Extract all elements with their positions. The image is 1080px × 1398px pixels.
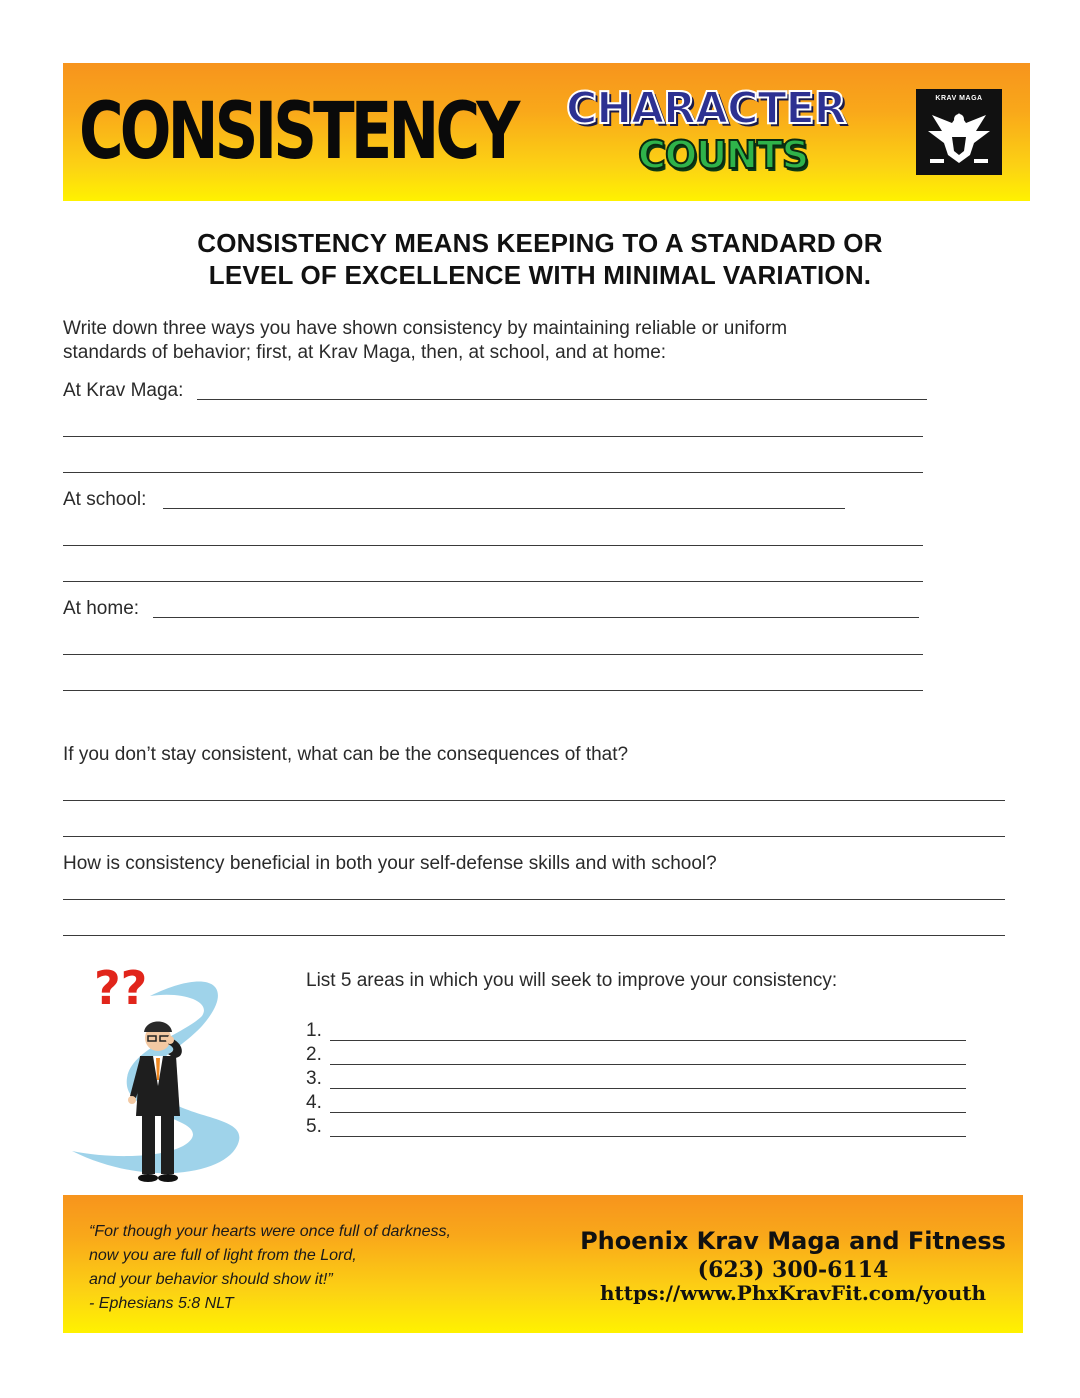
list-number: 4. <box>306 1092 322 1113</box>
quote-line2: now you are full of light from the Lord, <box>89 1247 357 1264</box>
character-counts-top: CHARACTER <box>566 83 846 134</box>
answer-line[interactable] <box>63 545 923 546</box>
answer-line-school[interactable] <box>163 508 845 509</box>
quote-citation: - Ephesians 5:8 NLT <box>89 1295 234 1312</box>
org-name: Phoenix Krav Maga and Fitness <box>580 1227 1006 1255</box>
website-link[interactable]: https://www.PhxKravFit.com/youth <box>599 1281 987 1305</box>
prompt-home: At home: <box>63 598 140 619</box>
quote-line3: and your behavior should show it!” <box>89 1271 333 1288</box>
list-number: 5. <box>306 1116 322 1137</box>
list-answer-line[interactable] <box>330 1040 966 1041</box>
logo-text: KRAV MAGA <box>935 95 983 102</box>
answer-line[interactable] <box>63 690 923 691</box>
answer-line[interactable] <box>63 836 1005 837</box>
footer-banner <box>63 1195 1023 1333</box>
question-marks: ?? <box>94 961 148 1015</box>
answer-line[interactable] <box>63 436 923 437</box>
prompt-school: At school: <box>63 489 147 510</box>
answer-line[interactable] <box>63 800 1005 801</box>
quote-line1: “For though your hearts were once full of darkness, <box>89 1223 451 1240</box>
answer-line[interactable] <box>63 935 1005 936</box>
answer-line[interactable] <box>63 899 1005 900</box>
intro-line2: standards of behavior; first, at Krav Maga, then, at school, and at home: <box>63 342 667 363</box>
phone-number: (623) 300-6114 <box>697 1257 889 1283</box>
worksheet-title: CONSISTENCY <box>79 87 517 177</box>
list-number: 1. <box>306 1020 322 1041</box>
intro-line1: Write down three ways you have shown consistency by maintaining reliable or uniform <box>63 318 788 339</box>
prompt-krav-maga: At Krav Maga: <box>63 380 184 401</box>
list-answer-line[interactable] <box>330 1064 966 1065</box>
list-title: List 5 areas in which you will seek to improve your consistency: <box>306 970 838 991</box>
question-consequences: If you don’t stay consistent, what can be the consequences of that? <box>63 744 629 765</box>
definition-heading-line1: CONSISTENCY MEANS KEEPING TO A STANDARD OR <box>197 228 883 258</box>
list-answer-line[interactable] <box>330 1088 966 1089</box>
answer-line[interactable] <box>63 581 923 582</box>
answer-line[interactable] <box>63 472 923 473</box>
question-benefits: How is consistency beneficial in both your self-defense skills and with school? <box>63 853 717 874</box>
answer-line-krav-maga[interactable] <box>197 399 927 400</box>
list-answer-line[interactable] <box>330 1112 966 1113</box>
definition-heading-line2: LEVEL OF EXCELLENCE WITH MINIMAL VARIATION. <box>208 260 872 290</box>
answer-line[interactable] <box>63 654 923 655</box>
header-banner <box>63 63 1030 201</box>
list-answer-line[interactable] <box>330 1136 966 1137</box>
character-counts-bottom: COUNTS <box>638 133 809 177</box>
list-number: 2. <box>306 1044 322 1065</box>
answer-line-home[interactable] <box>153 617 919 618</box>
eagle-shield-icon <box>924 105 994 169</box>
list-number: 3. <box>306 1068 322 1089</box>
confused-businessman-icon <box>62 946 262 1194</box>
krav-maga-logo <box>916 89 1002 175</box>
